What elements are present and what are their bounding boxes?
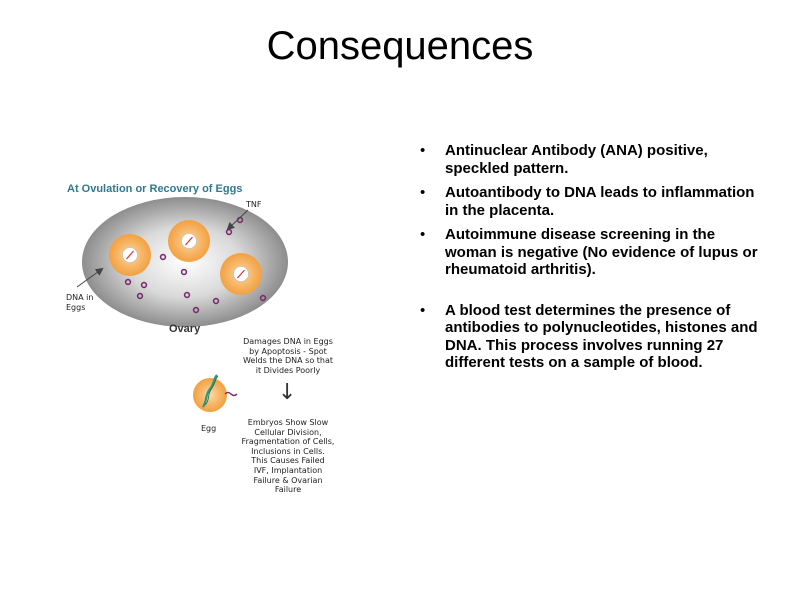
egg-label: Egg xyxy=(201,424,217,433)
bullet-item xyxy=(420,302,770,372)
bullet-item xyxy=(420,142,770,177)
damage-line: Damages DNA in Eggs xyxy=(243,337,333,346)
ovary-label: Ovary xyxy=(169,323,201,335)
outcome-line: Embryos Show Slow xyxy=(247,418,329,427)
bullet-item xyxy=(420,184,770,219)
outcome-line: IVF, Implantation xyxy=(253,465,323,475)
ovulation-diagram xyxy=(55,175,395,505)
outcome-line: This Causes Failed xyxy=(251,456,325,466)
outcome-line: Fragmentation of Cells, xyxy=(241,437,335,447)
dna-label-line2: Eggs xyxy=(66,303,86,312)
damage-line: it Divides Poorly xyxy=(255,365,321,375)
bullet-item xyxy=(420,226,770,279)
slide-title: Consequences xyxy=(266,24,534,68)
outcome-description xyxy=(233,418,343,495)
egg-in-ovary xyxy=(168,220,210,262)
ovary-illustration xyxy=(55,175,395,505)
outcome-line: Failure xyxy=(274,485,302,495)
bullet-text: Antinuclear Antibody (ANA) positive, speckled pattern. xyxy=(445,142,708,177)
bullet-text: Autoimmune disease screening in the woman is negative (No evidence of lupus or rheumatoid arthritis). xyxy=(445,226,758,278)
egg-in-ovary xyxy=(109,234,151,276)
down-arrow-icon: ↓ xyxy=(278,380,297,405)
bullet-list xyxy=(420,142,770,379)
tnf-label: TNF xyxy=(246,200,262,209)
bullet-text: A blood test determines the presence of antibodies to polynucleotides, histones and DNA. This process involves running 27 different tests on a sample of blood. xyxy=(445,301,758,371)
damage-line: Welds the DNA so that xyxy=(242,356,334,366)
bullet-marker: • xyxy=(420,301,426,319)
damage-description xyxy=(233,337,343,375)
bullet-text: Autoantibody to DNA leads to inflammation in the placenta. xyxy=(445,184,755,219)
dna-label-line1: DNA in xyxy=(66,293,94,302)
outcome-line: Inclusions in Cells. xyxy=(251,446,325,456)
diagram-heading: At Ovulation or Recovery of Eggs xyxy=(67,183,243,195)
egg-in-ovary xyxy=(220,253,262,295)
outcome-line: Cellular Division, xyxy=(254,427,322,437)
damaged-egg xyxy=(193,375,237,412)
bullet-marker: • xyxy=(420,142,426,159)
bullet-marker: • xyxy=(420,184,426,201)
outcome-line: Failure & Ovarian xyxy=(253,475,323,485)
bullet-marker: • xyxy=(420,226,426,243)
damage-line: by Apoptosis - Spot xyxy=(249,346,327,356)
